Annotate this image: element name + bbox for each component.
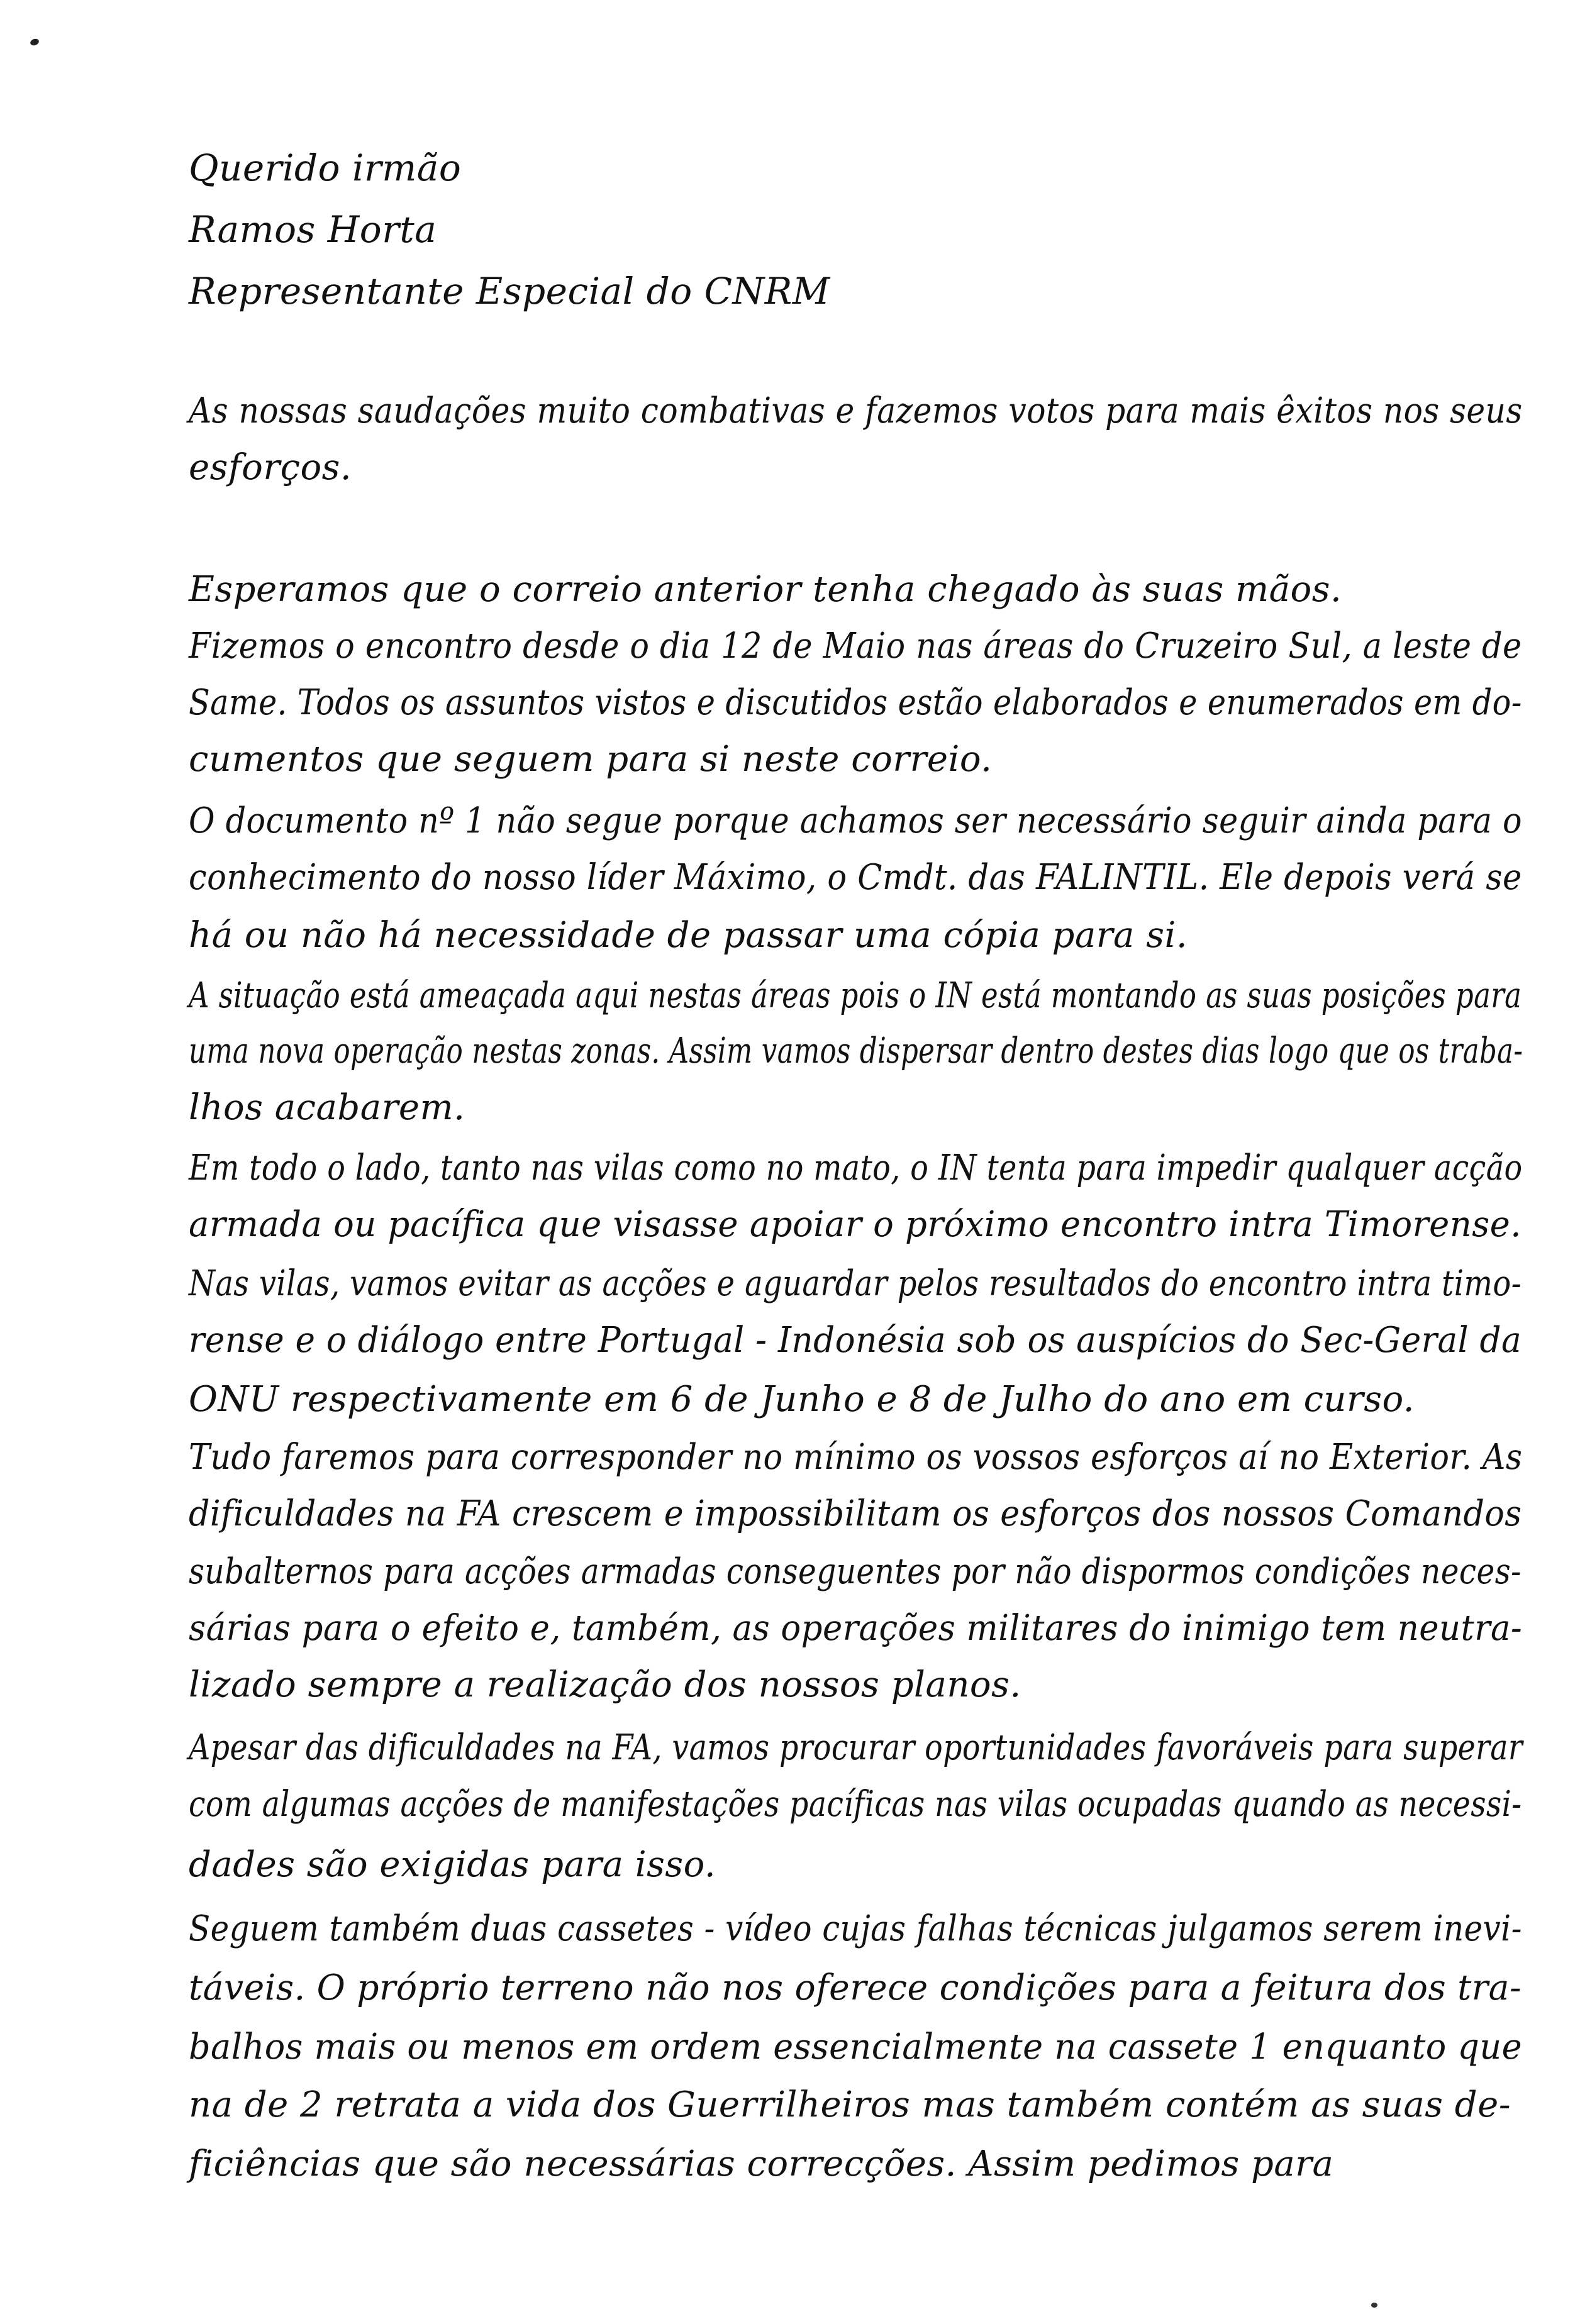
- body-line: cumentos que seguem para si neste correio.: [189, 739, 993, 780]
- body-line: conhecimento do nosso líder Máximo, o Cmdt. das FALINTIL. Ele depois verá se: [189, 857, 1522, 898]
- body-line: dificuldades na FA crescem e impossibilitam os esforços dos nossos Comandos: [189, 1493, 1522, 1534]
- body-line: Esperamos que o correio anterior tenha chegado às suas mãos.: [189, 569, 1342, 610]
- body-line: Nas vilas, vamos evitar as acções e aguardar pelos resultados do encontro intra timo-: [189, 1263, 1522, 1304]
- ink-speck: [30, 38, 40, 47]
- body-line: ONU respectivamente em 6 de Junho e 8 de Julho do ano em curso.: [189, 1379, 1415, 1420]
- body-line: Apesar das dificuldades na FA, vamos procurar oportunidades favoráveis para superar: [189, 1727, 1523, 1768]
- body-line: lizado sempre a realização dos nossos planos.: [189, 1664, 1021, 1705]
- body-line: rense e o diálogo entre Portugal - Indonésia sob os auspícios do Sec-Geral da: [189, 1320, 1522, 1361]
- body-line: subalternos para acções armadas conseguentes por não dispormos condições neces-: [189, 1551, 1522, 1592]
- body-line: armada ou pacífica que visasse apoiar o próximo encontro intra Timorense.: [189, 1204, 1522, 1245]
- ink-speck: [1371, 2303, 1377, 2308]
- body-line: na de 2 retrata a vida dos Guerrilheiros mas também contém as suas de-: [189, 2084, 1511, 2125]
- body-line: esforços.: [189, 447, 352, 488]
- body-line: balhos mais ou menos em ordem essencialmente na cassete 1 enquanto que: [189, 2027, 1523, 2067]
- body-line: ficiências que são necessárias correcções. Assim pedimos para: [189, 2144, 1334, 2184]
- body-line: sárias para o efeito e, também, as operações militares do inimigo tem neutra-: [189, 1608, 1523, 1649]
- body-line: A situação está ameaçada aqui nestas áreas pois o IN está montando as suas posições para: [189, 975, 1522, 1016]
- body-line: uma nova operação nestas zonas. Assim vamos dispersar dentro destes dias logo que os traba-: [189, 1031, 1523, 1071]
- body-line: Em todo o lado, tanto nas vilas como no mato, o IN tenta para impedir qualquer acção: [189, 1148, 1523, 1188]
- body-line: Fizemos o encontro desde o dia 12 de Maio nas áreas do Cruzeiro Sul, a leste de: [189, 626, 1522, 667]
- body-line: Tudo faremos para corresponder no mínimo os vossos esforços aí no Exterior. As: [189, 1437, 1523, 1478]
- body-line: Same. Todos os assuntos vistos e discutidos estão elaborados e enumerados em do-: [189, 682, 1522, 723]
- salutation-line-2: Ramos Horta: [189, 208, 437, 251]
- body-line: Seguem também duas cassetes - vídeo cujas falhas técnicas julgamos serem inevi-: [189, 1908, 1522, 1949]
- body-line: dades são exigidas para isso.: [189, 1844, 716, 1885]
- salutation-line-1: Querido irmão: [189, 147, 462, 189]
- body-line: com algumas acções de manifestações pacíficas nas vilas ocupadas quando as necessi-: [189, 1784, 1522, 1825]
- body-line: há ou não há necessidade de passar uma cópia para si.: [189, 915, 1188, 956]
- salutation-line-3: Representante Especial do CNRM: [189, 270, 830, 313]
- body-line: lhos acabarem.: [189, 1087, 465, 1128]
- body-line: táveis. O próprio terreno não nos oferece condições para a feitura dos tra-: [189, 1967, 1522, 2008]
- body-line: As nossas saudações muito combativas e fazemos votos para mais êxitos nos seus: [189, 390, 1523, 431]
- body-line: O documento nº 1 não segue porque achamos ser necessário seguir ainda para o: [189, 800, 1522, 841]
